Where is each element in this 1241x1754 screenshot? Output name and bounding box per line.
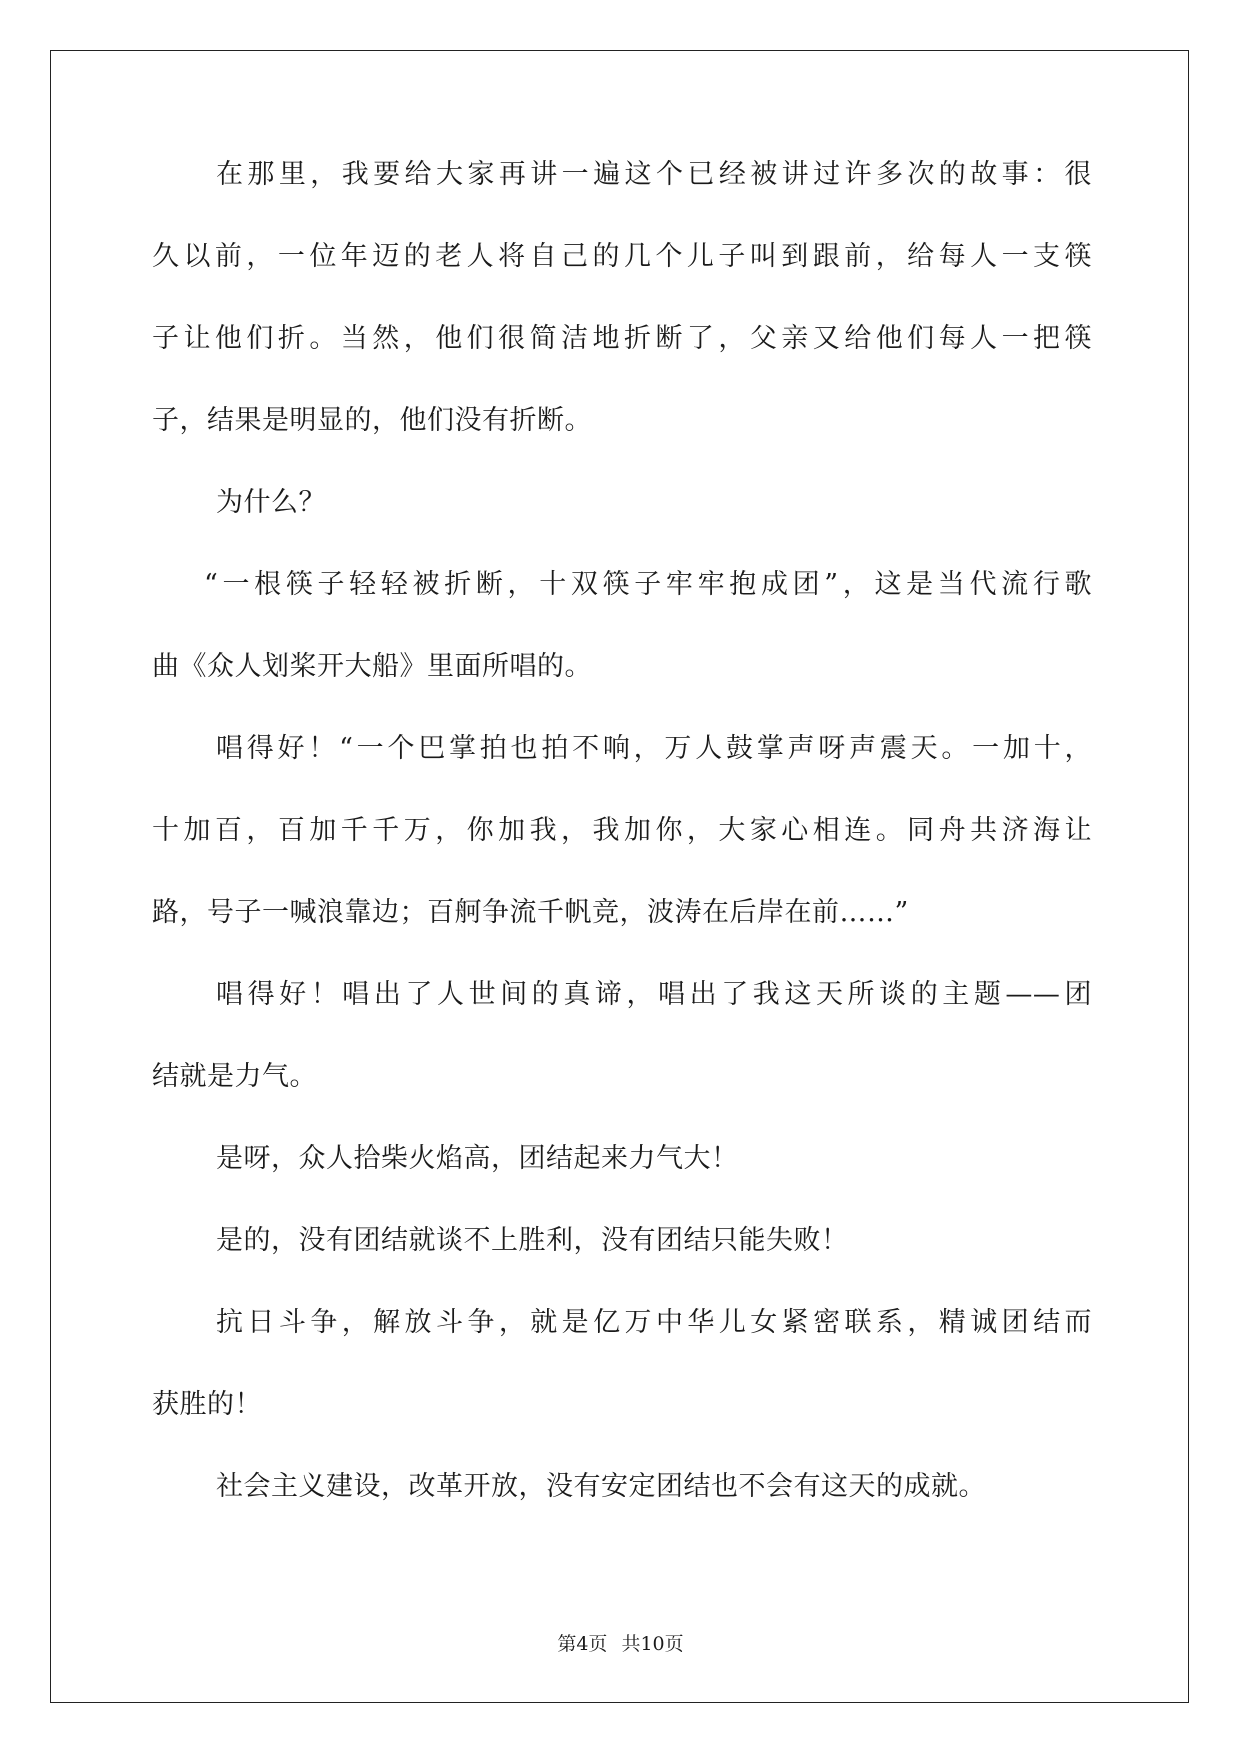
document-body	[152, 158, 1092, 1552]
page-total: 共10页	[621, 1633, 684, 1655]
paragraph-line: 结就是力气。	[152, 1061, 317, 1092]
paragraph-line: 子让他们折。当然，他们很简洁地折断了，父亲又给他们每人一把筷	[152, 323, 1092, 354]
paragraph-line: 唱得好！“一个巴掌拍也拍不响，万人鼓掌声呀声震天。一加十，	[216, 733, 1092, 764]
paragraph-line: 获胜的！	[152, 1389, 262, 1420]
paragraph-line: 在那里，我要给大家再讲一遍这个已经被讲过许多次的故事：很	[216, 159, 1092, 190]
paragraph-line: 十加百，百加千千万，你加我，我加你，大家心相连。同舟共济海让	[152, 815, 1092, 846]
paragraph-line: 子，结果是明显的，他们没有折断。	[152, 405, 592, 436]
paragraph-line: 社会主义建设，改革开放，没有安定团结也不会有这天的成就。	[216, 1471, 986, 1502]
paragraph-line: 唱得好！唱出了人世间的真谛，唱出了我这天所谈的主题——团	[216, 979, 1092, 1010]
paragraph-line: 是呀，众人拾柴火焰高，团结起来力气大！	[216, 1143, 739, 1174]
paragraph-line: 为什么？	[216, 487, 326, 518]
paragraph-line: 是的，没有团结就谈不上胜利，没有团结只能失败！	[216, 1225, 849, 1256]
paragraph-line: 路，号子一喊浪靠边；百舸争流千帆竞，波涛在后岸在前……”	[152, 897, 909, 928]
paragraph-line: “一根筷子轻轻被折断，十双筷子牢牢抱成团”，这是当代流行歌	[204, 569, 1092, 600]
paragraph-line: 抗日斗争，解放斗争，就是亿万中华儿女紧密联系，精诚团结而	[216, 1307, 1092, 1338]
paragraph-line: 久以前，一位年迈的老人将自己的几个儿子叫到跟前，给每人一支筷	[152, 241, 1092, 272]
page-number: 第4页	[557, 1633, 608, 1655]
page-footer	[0, 1629, 1241, 1656]
paragraph-line: 曲《众人划桨开大船》里面所唱的。	[152, 651, 592, 682]
